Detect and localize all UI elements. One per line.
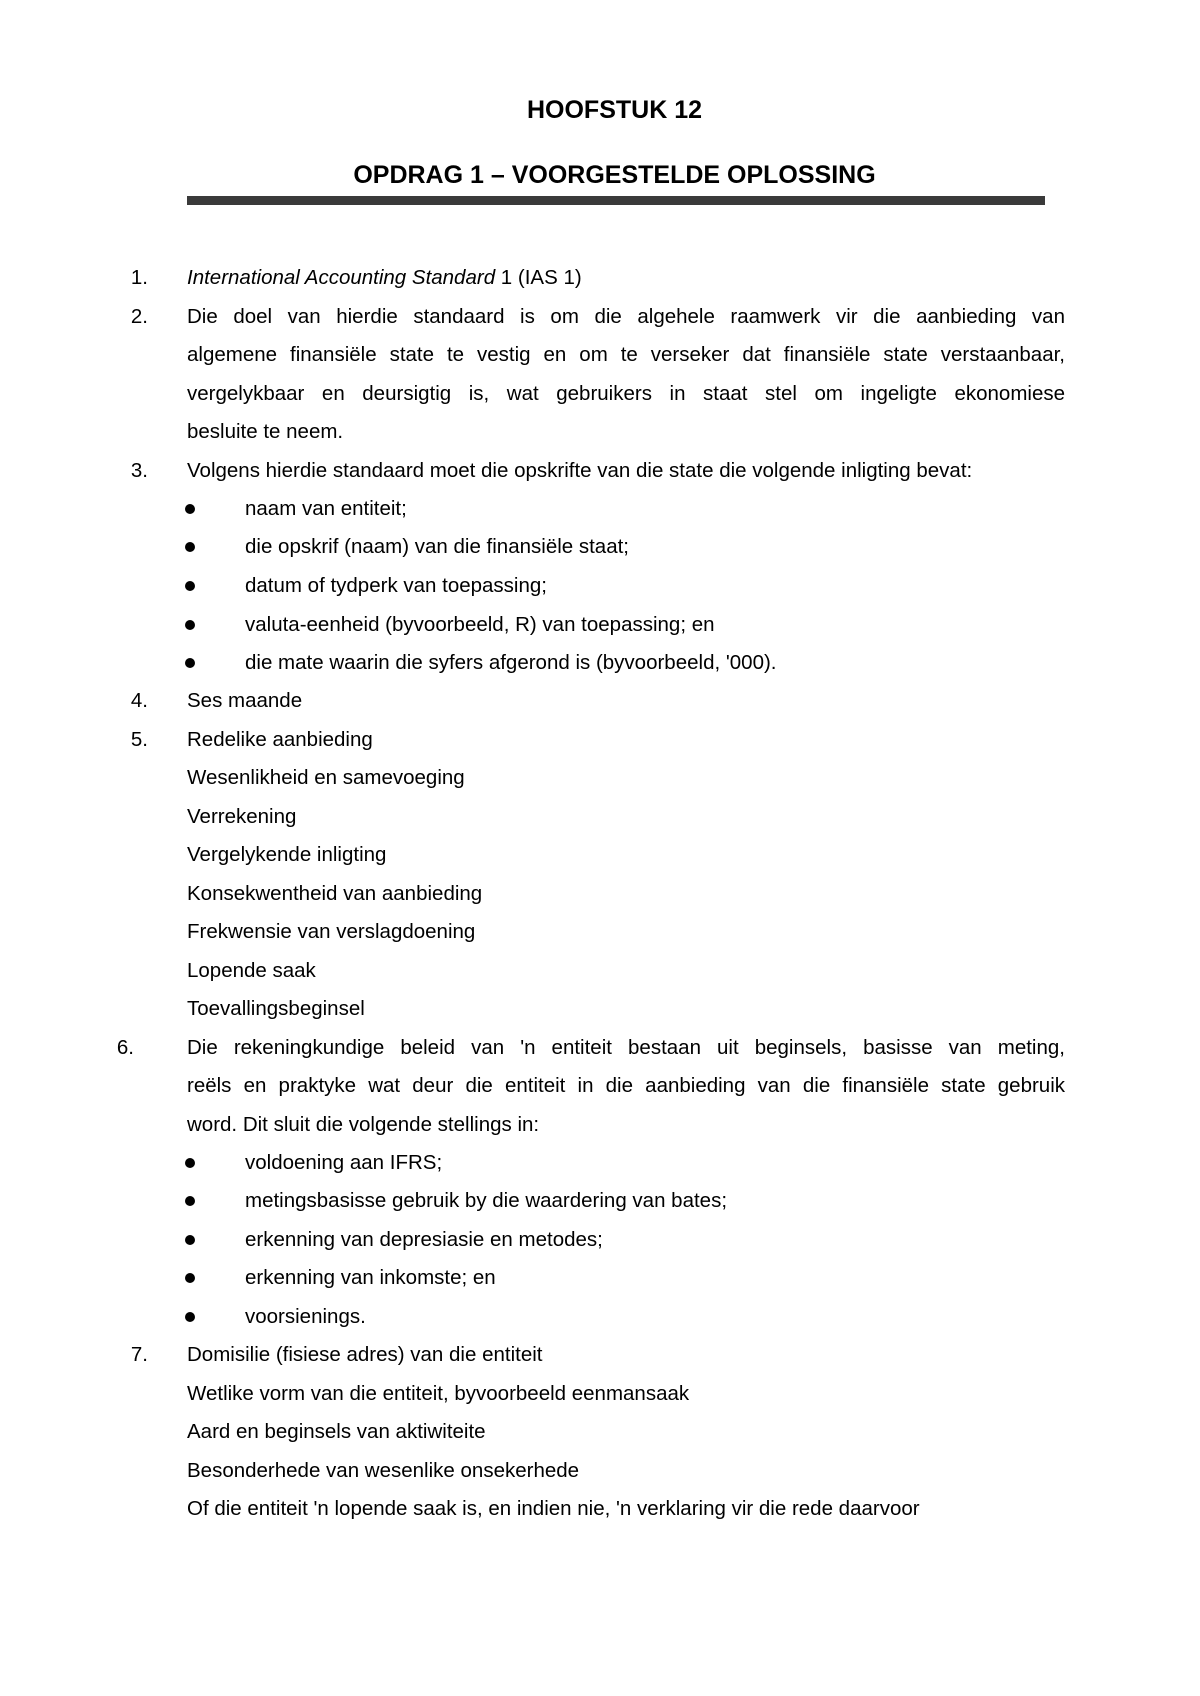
list-line: Aard en beginsels van aktiwiteite — [187, 1420, 486, 1443]
item-1-rest: 1 (IAS 1) — [495, 266, 582, 289]
list-line: Konsekwentheid van aanbieding — [187, 882, 483, 905]
item-number: 7. — [130, 1343, 148, 1366]
list-item: die opskrif (naam) van die finansiële staat; — [245, 535, 630, 558]
bullet-icon — [185, 504, 195, 514]
list-line: Vergelykende inligting — [187, 843, 387, 866]
item-number: 5. — [130, 728, 148, 751]
list-line: Frekwensie van verslagdoening — [187, 920, 476, 943]
paragraph-line: reëls en praktyke wat deur die entiteit in die aanbieding van die finansiële state gebruik — [187, 1074, 1065, 1097]
bullet-icon — [185, 1273, 195, 1283]
list-item: erkenning van inkomste; en — [245, 1266, 496, 1289]
list-line: Of die entiteit 'n lopende saak is, en indien nie, 'n verklaring vir die rede daarvoor — [187, 1497, 920, 1520]
bullet-icon — [185, 1158, 195, 1168]
bullet-icon — [185, 581, 195, 591]
list-item: naam van entiteit; — [245, 497, 407, 520]
bullet-icon — [185, 1235, 195, 1245]
list-item: voldoening aan IFRS; — [245, 1151, 443, 1174]
paragraph-line: Die doel van hierdie standaard is om die algehele raamwerk vir die aanbieding van — [187, 305, 1065, 328]
bullet-icon — [185, 658, 195, 668]
paragraph-line: Ses maande — [187, 689, 303, 712]
title-divider — [187, 196, 1045, 205]
list-item: metingsbasisse gebruik by die waardering van bates; — [245, 1189, 728, 1212]
bullet-icon — [185, 620, 195, 630]
paragraph-line: vergelykbaar en deursigtig is, wat gebruikers in staat stel om ingeligte ekonomiese — [187, 382, 1065, 405]
item-number: 6. — [116, 1036, 134, 1059]
bullet-icon — [185, 542, 195, 552]
list-item: voorsienings. — [245, 1305, 366, 1328]
item-number: 2. — [130, 305, 148, 328]
list-line: Redelike aanbieding — [187, 728, 373, 751]
list-line: Wetlike vorm van die entiteit, byvoorbeeld eenmansaak — [187, 1382, 690, 1405]
list-line: Toevallingsbeginsel — [187, 997, 365, 1020]
item-1-italic: International Accounting Standard — [187, 266, 496, 289]
list-item: die mate waarin die syfers afgerond is (byvoorbeeld, '000). — [245, 651, 777, 674]
item-number: 3. — [130, 459, 148, 482]
item-number: 4. — [130, 689, 148, 712]
item-number: 1. — [130, 266, 148, 289]
assignment-title: OPDRAG 1 – VOORGESTELDE OPLOSSING — [353, 161, 876, 189]
paragraph-line: besluite te neem. — [187, 420, 344, 443]
paragraph-line: algemene finansiële state te vestig en om te verseker dat finansiële state verstaanbaar, — [187, 343, 1065, 366]
list-line: Besonderhede van wesenlike onsekerhede — [187, 1459, 580, 1482]
list-item: datum of tydperk van toepassing; — [245, 574, 547, 597]
bullet-icon — [185, 1196, 195, 1206]
list-line: Domisilie (fisiese adres) van die entiteit — [187, 1343, 543, 1366]
list-item: erkenning van depresiasie en metodes; — [245, 1228, 603, 1251]
list-item: valuta-eenheid (byvoorbeeld, R) van toepassing; en — [245, 613, 715, 636]
chapter-title: HOOFSTUK 12 — [526, 96, 703, 124]
bullet-icon — [185, 1312, 195, 1322]
list-line: Wesenlikheid en samevoeging — [187, 766, 465, 789]
paragraph-line: word. Dit sluit die volgende stellings in: — [187, 1113, 540, 1136]
paragraph-line: Volgens hierdie standaard moet die opskrifte van die state die volgende inligting bevat: — [187, 459, 973, 482]
list-line: Lopende saak — [187, 959, 316, 982]
paragraph-line: Die rekeningkundige beleid van 'n entiteit bestaan uit beginsels, basisse van meting, — [187, 1036, 1065, 1059]
list-line: Verrekening — [187, 805, 297, 828]
item-1-text — [187, 265, 1065, 291]
